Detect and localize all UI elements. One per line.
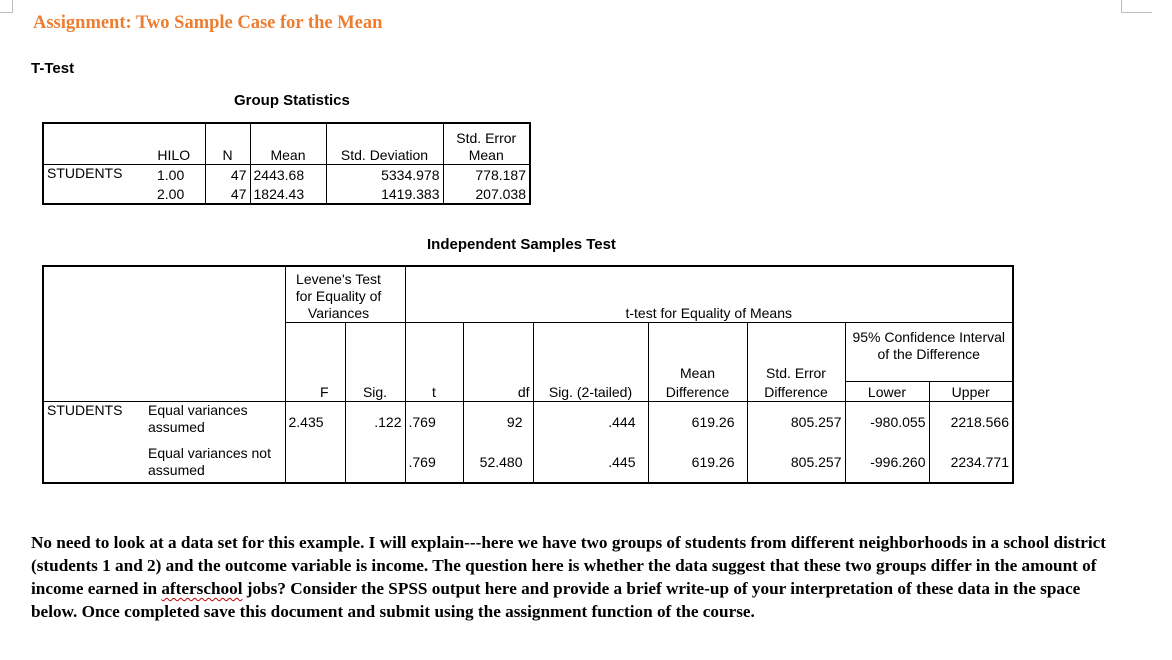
header-row-1 xyxy=(43,266,1013,323)
column-header-t: t xyxy=(405,382,463,402)
crop-mark-top-left xyxy=(0,0,13,13)
table-row xyxy=(43,402,1013,443)
column-header-lower: Lower xyxy=(845,382,929,402)
n-value: 47 xyxy=(205,184,250,204)
group-value: 1.00 xyxy=(143,165,205,185)
group-statistics-table xyxy=(42,122,531,205)
instructions-paragraph xyxy=(31,531,1106,623)
std-error-difference-value: 805.257 xyxy=(747,442,845,483)
column-header-mean-difference-top xyxy=(648,323,747,382)
ci-upper-value: 2234.771 xyxy=(929,442,1013,483)
ci-upper-value: 2218.566 xyxy=(929,402,1013,443)
ci-lower-value: -996.260 xyxy=(845,442,929,483)
table-row xyxy=(43,442,1013,483)
table-row xyxy=(43,184,530,204)
empty-header-cell xyxy=(533,323,648,382)
mean-difference-value: 619.26 xyxy=(648,402,747,443)
column-header-hilo: HILO xyxy=(143,123,205,165)
group-value: 2.00 xyxy=(143,184,205,204)
ttest-heading: T-Test xyxy=(31,60,75,77)
column-header-sig: Sig. xyxy=(345,382,405,402)
empty-header-cell xyxy=(285,323,345,382)
column-header-std-error xyxy=(443,123,530,165)
table-row xyxy=(43,165,530,185)
empty-header-cell xyxy=(43,323,285,382)
column-header-std-deviation: Std. Deviation xyxy=(326,123,443,165)
empty-cell xyxy=(43,184,143,204)
column-header-sig-2-tailed: Sig. (2-tailed) xyxy=(533,382,648,402)
sig-2-tailed-value: .445 xyxy=(533,442,648,483)
std-error-value: 778.187 xyxy=(475,167,526,183)
df-value: 92 xyxy=(463,402,533,443)
f-value-empty xyxy=(285,442,345,483)
independent-samples-caption: Independent Samples Test xyxy=(427,236,616,253)
mean-value: 1824.43 xyxy=(250,184,326,204)
levene-header-text: Levene's Test for Equality of Variances xyxy=(295,271,382,321)
t-value: .769 xyxy=(405,442,463,483)
group-statistics-caption: Group Statistics xyxy=(234,92,350,109)
n-value: 47 xyxy=(205,165,250,185)
column-header-n: N xyxy=(205,123,250,165)
column-header-df: df xyxy=(463,382,533,402)
empty-header-cell xyxy=(463,323,533,382)
mean-difference-value: 619.26 xyxy=(648,442,747,483)
f-value: 2.435 xyxy=(285,402,345,443)
std-error-value: 207.038 xyxy=(475,186,526,202)
std-error-difference-value: 805.257 xyxy=(747,402,845,443)
sig-2-tailed-value: .444 xyxy=(533,402,648,443)
column-header-f: F xyxy=(285,382,345,402)
mean-value: 2443.68 xyxy=(250,165,326,185)
table-header-row xyxy=(43,123,530,165)
std-error-line2: Mean xyxy=(468,147,504,163)
empty-header-cell xyxy=(43,382,285,402)
row-label-students: STUDENTS xyxy=(47,165,123,181)
assignment-title: Assignment: Two Sample Case for the Mean xyxy=(33,13,383,33)
empty-header-cell xyxy=(345,323,405,382)
std-error-line1: Std. Error xyxy=(456,130,517,146)
df-value: 52.480 xyxy=(463,442,533,483)
row-label-equal-variances-not-assumed: Equal variances not assumed xyxy=(145,442,285,483)
sig-value: .122 xyxy=(345,402,405,443)
spellcheck-flagged-word[interactable]: afterschool xyxy=(161,579,243,598)
std-deviation-value: 1419.383 xyxy=(326,184,443,204)
ttest-header: t-test for Equality of Means xyxy=(405,266,1013,323)
column-header-std-error-difference: Difference xyxy=(747,382,845,402)
ci-lower-value: -980.055 xyxy=(845,402,929,443)
empty-header-cell xyxy=(43,123,143,165)
sig-value-empty xyxy=(345,442,405,483)
levene-header xyxy=(285,266,405,323)
paragraph-text-after: jobs? Consider the SPSS output here and provide a brief write-up of your interpretation of these data in the space below. Once completed save this document and submit using the assignment function of the course. xyxy=(31,579,1081,621)
independent-samples-table xyxy=(42,265,1014,484)
column-header-upper: Upper xyxy=(929,382,1013,402)
row-label-equal-variances-assumed: Equal variances assumed xyxy=(145,402,285,443)
ci-header: 95% Confidence Interval of the Difference xyxy=(845,323,1013,382)
mean-difference-word-mean: Mean xyxy=(679,364,716,381)
empty-header-cell xyxy=(43,266,285,323)
header-row-2 xyxy=(43,323,1013,382)
column-header-std-error-difference-top xyxy=(747,323,845,382)
header-row-3 xyxy=(43,382,1013,402)
empty-header-cell xyxy=(405,323,463,382)
t-value: .769 xyxy=(405,402,463,443)
std-deviation-value: 5334.978 xyxy=(326,165,443,185)
column-header-mean-difference: Difference xyxy=(648,382,747,402)
empty-cell xyxy=(43,442,145,483)
std-error-difference-word: Std. Error xyxy=(766,364,826,381)
row-label-students: STUDENTS xyxy=(43,402,145,443)
paragraph-text-before: No need to look at a data set for this example. I will explain---here we have two groups of students from different neighborhoods in a school district (students 1 and 2) and the outcome variable is income. The question here is whether the data suggest that these two groups differ in the amount of income earned in xyxy=(31,533,1107,598)
column-header-mean: Mean xyxy=(250,123,326,165)
crop-mark-top-right xyxy=(1121,0,1152,13)
